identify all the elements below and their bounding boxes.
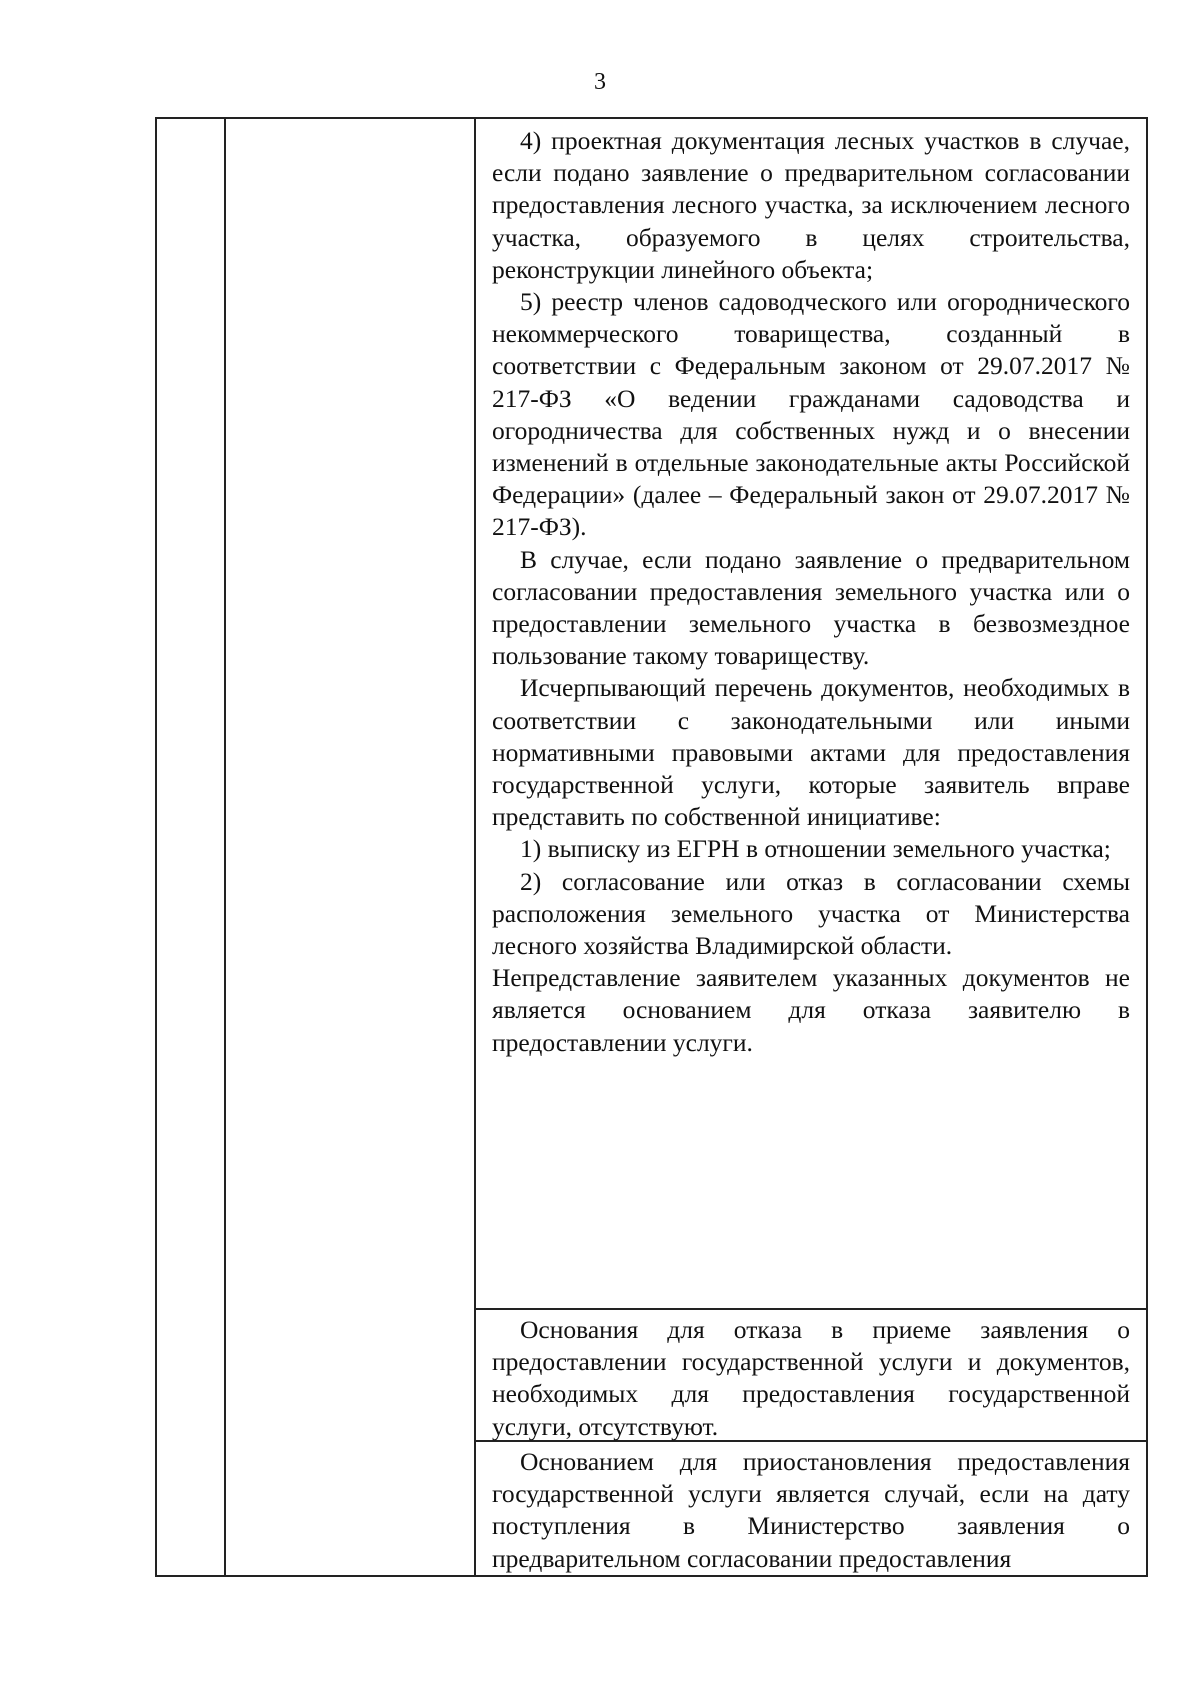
paragraph-item-2: 2) согласование или отказ в согласовании схемы расположения земельного участка от Министерства лесного хозяйства Владимирской области. [492, 866, 1130, 961]
table-row [156, 118, 1147, 1576]
paragraph-refusal-grounds: Основания для отказа в приеме заявления о предоставлении государственной услуги и документов, необходимых для предоставления государственной услуги, отсутствуют. [492, 1315, 1130, 1441]
paragraph-item-1: 1) выписку из ЕГРН в отношении земельного участка; [520, 834, 1111, 864]
table-column-content [475, 118, 1147, 1576]
paragraph-non-submission: Непредставление заявителем указанных документов не является основанием для отказа заявителю в предоставлении услуги. [492, 963, 1130, 1057]
empty-cell [226, 119, 474, 1575]
table-column-number [156, 118, 225, 1576]
page-number: 3 [594, 69, 606, 95]
paragraph-item-5: 5) реестр членов садоводческого или огороднического некоммерческого товарищества, созданный в соответствии с Федеральным законом от 29.07.2017 № 217-ФЗ «О ведении гражданами садоводства и огородничества для собственных нужд и о внесении изменений в отдельные законодательные акты Российской Федерации» (далее – Федеральный закон от 29.07.2017 № 217-ФЗ). [492, 287, 1130, 542]
paragraph-document-list-intro: Исчерпывающий перечень документов, необходимых в соответствии с законодательными или иными нормативными правовыми актами для предоставления государственной услуги, которые заявитель вправе представить по собственной инициативе: [492, 673, 1130, 832]
documents-section [476, 119, 1146, 1310]
table-column-title [225, 118, 475, 1576]
refusal-grounds-section [476, 1310, 1146, 1442]
paragraph-item-4: 4) проектная документация лесных участков в случае, если подано заявление о предварительном согласовании предоставления лесного участка, за исключением лесного участка, образуемого в целях строительства, реконструкции линейного объекта; [492, 126, 1130, 284]
paragraph-suspension-grounds: Основанием для приостановления предоставления государственной услуги является случай, если на дату поступления в Министерство заявления о предварительном согласовании предоставления [492, 1447, 1130, 1573]
document-table [155, 117, 1148, 1577]
empty-cell [157, 119, 224, 1575]
suspension-grounds-section [476, 1442, 1146, 1575]
paragraph-condition: В случае, если подано заявление о предварительном согласовании предоставления земельного участка или о предоставлении земельного участка в безвозмездное пользование такому товариществу. [492, 544, 1130, 671]
